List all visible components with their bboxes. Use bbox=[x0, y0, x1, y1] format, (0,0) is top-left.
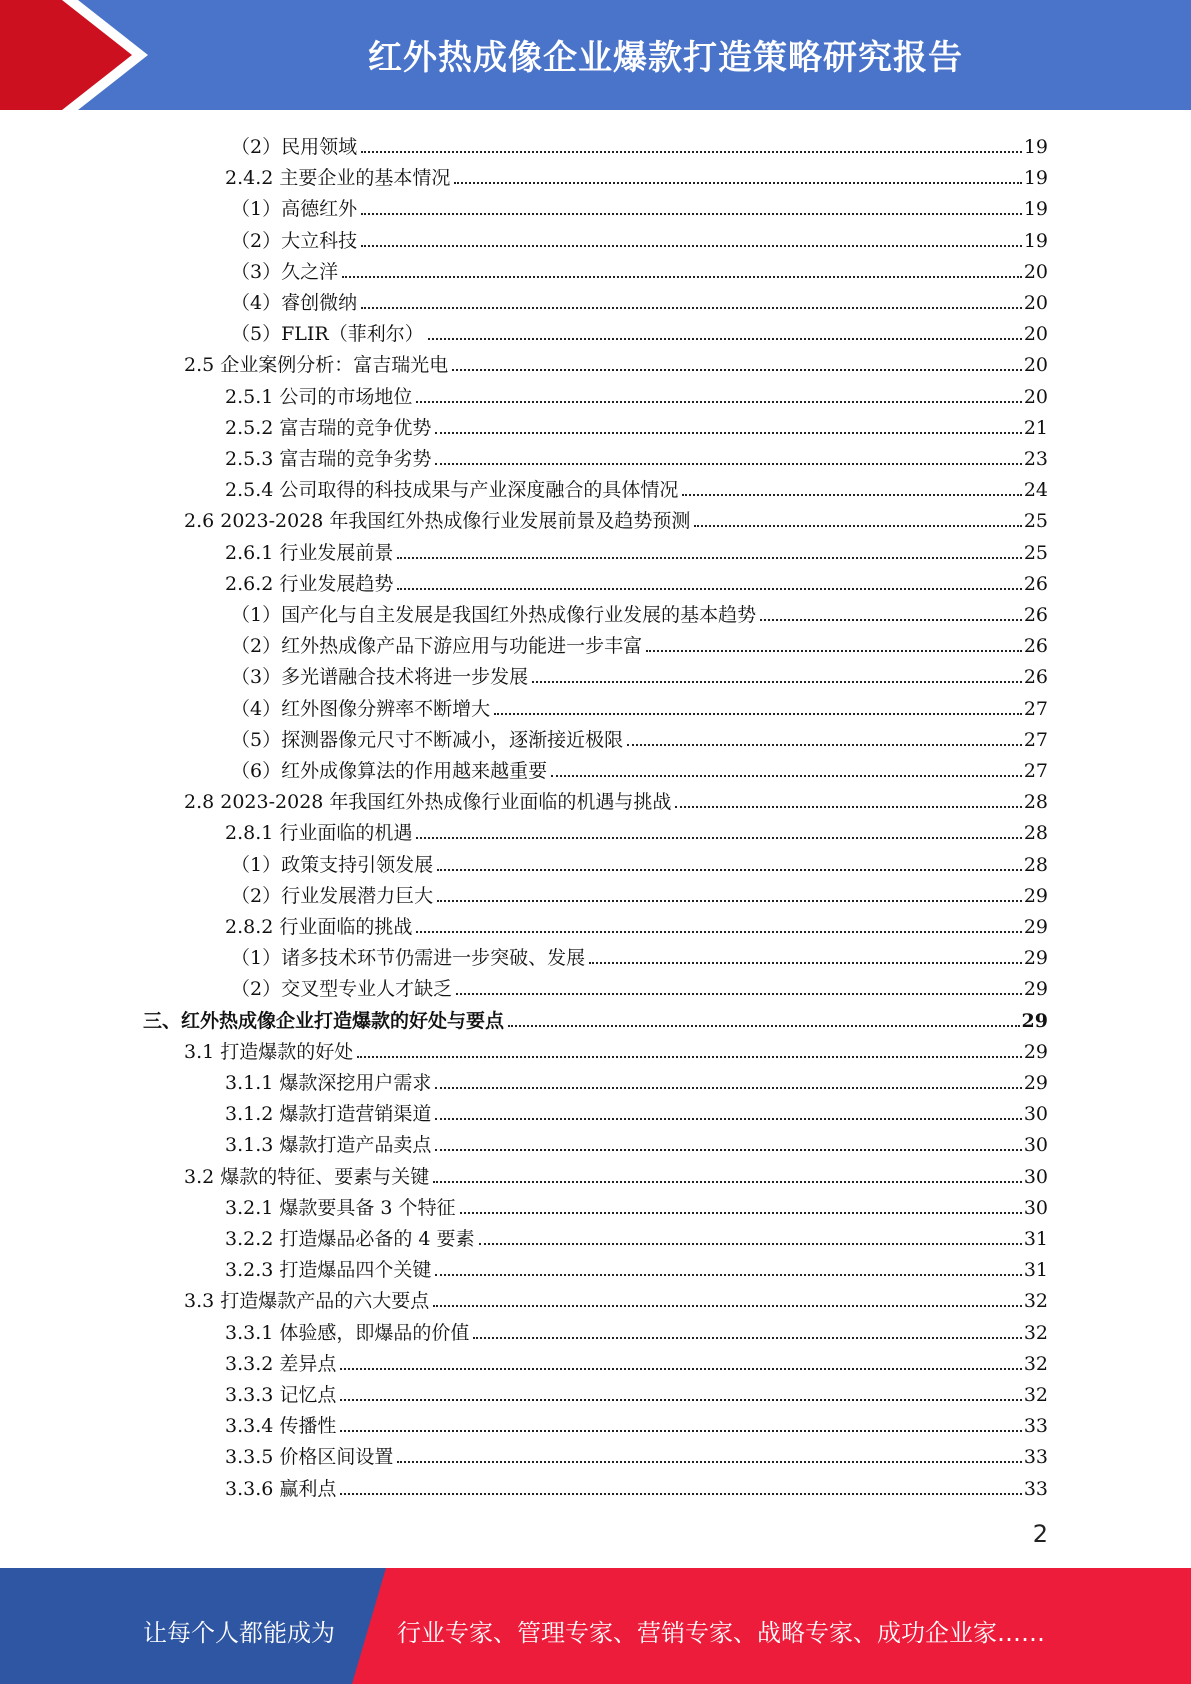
toc-dot-leader bbox=[532, 681, 1022, 683]
toc-entry-label: （1）国产化与自主发展是我国红外热成像行业发展的基本趋势 bbox=[231, 604, 757, 626]
toc-entry-label: 2.6.2 行业发展趋势 bbox=[225, 572, 394, 595]
toc-dot-leader bbox=[361, 213, 1022, 215]
toc-entry[interactable] bbox=[225, 1437, 1048, 1468]
toc-entry-page: 29 bbox=[1023, 978, 1048, 1001]
toc-entry[interactable] bbox=[225, 813, 1048, 844]
toc-entry[interactable] bbox=[231, 252, 1048, 283]
toc-entry-label: 3.3.1 体验感，即爆品的价值 bbox=[225, 1321, 470, 1344]
toc-entry-label: （2）红外热成像产品下游应用与功能进一步丰富 bbox=[231, 635, 643, 658]
toc-entry[interactable] bbox=[231, 751, 1048, 782]
toc-dot-leader bbox=[494, 713, 1022, 715]
toc-entry[interactable] bbox=[184, 345, 1048, 376]
toc-entry-page: 19 bbox=[1023, 136, 1048, 158]
toc-entry-page: 26 bbox=[1023, 635, 1048, 658]
toc-entry-page: 32 bbox=[1023, 1384, 1048, 1406]
toc-entry-page: 20 bbox=[1023, 385, 1048, 408]
toc-entry[interactable] bbox=[225, 1063, 1048, 1094]
toc-entry-page: 25 bbox=[1023, 541, 1048, 564]
toc-dot-leader bbox=[435, 1118, 1021, 1120]
toc-entry[interactable] bbox=[225, 1125, 1048, 1156]
toc-entry-label: 2.5.3 富吉瑞的竞争劣势 bbox=[225, 448, 432, 470]
toc-entry-page: 33 bbox=[1023, 1446, 1048, 1469]
toc-dot-leader bbox=[361, 151, 1022, 153]
toc-entry[interactable] bbox=[225, 1406, 1048, 1437]
toc-entry-label: （2）交叉型专业人才缺乏 bbox=[231, 978, 453, 1001]
toc-entry-page: 27 bbox=[1023, 760, 1048, 782]
toc-dot-leader bbox=[646, 650, 1022, 652]
toc-entry[interactable] bbox=[184, 782, 1048, 813]
toc-entry-label: （4）睿创微纳 bbox=[231, 292, 358, 314]
toc-entry-label: 2.8.1 行业面临的机遇 bbox=[225, 822, 413, 845]
toc-entry[interactable] bbox=[231, 189, 1048, 220]
toc-dot-leader bbox=[361, 245, 1022, 247]
toc-entry[interactable] bbox=[231, 876, 1048, 907]
toc-entry-page: 30 bbox=[1023, 1103, 1048, 1126]
toc-entry[interactable] bbox=[225, 408, 1048, 439]
toc-entry-label: 2.5.2 富吉瑞的竞争优势 bbox=[225, 416, 432, 439]
toc-dot-leader bbox=[342, 276, 1022, 278]
toc-dot-leader bbox=[340, 1430, 1021, 1432]
page-number: 2 bbox=[1032, 1520, 1048, 1548]
toc-dot-leader bbox=[435, 463, 1021, 465]
toc-dot-leader bbox=[433, 1181, 1022, 1183]
toc-entry-page: 31 bbox=[1023, 1228, 1048, 1250]
toc-entry-label: （2）大立科技 bbox=[231, 229, 358, 252]
toc-entry[interactable] bbox=[225, 470, 1048, 501]
toc-entry-page: 19 bbox=[1023, 229, 1048, 252]
toc-entry[interactable] bbox=[225, 907, 1048, 938]
toc-entry[interactable] bbox=[184, 1157, 1048, 1188]
toc-dot-leader bbox=[435, 1274, 1021, 1276]
toc-entry-label: 2.4.2 主要企业的基本情况 bbox=[225, 167, 451, 190]
toc-entry-page: 26 bbox=[1023, 572, 1048, 595]
toc-entry[interactable] bbox=[225, 533, 1048, 564]
toc-entry-label: （4）红外图像分辨率不断增大 bbox=[231, 697, 491, 720]
toc-entry-label: 3.2.1 爆款要具备 3 个特征 bbox=[225, 1196, 456, 1219]
footer-slogan-right: 行业专家、管理专家、营销专家、战略专家、成功企业家…… bbox=[397, 1619, 1045, 1647]
toc-entry-page: 30 bbox=[1023, 1196, 1048, 1219]
toc-entry-page: 32 bbox=[1023, 1352, 1048, 1375]
toc-dot-leader bbox=[428, 338, 1022, 340]
toc-entry-label: 3.3.5 价格区间设置 bbox=[225, 1446, 394, 1469]
toc-entry-label: （5）探测器像元尺寸不断减小，逐渐接近极限 bbox=[231, 728, 624, 751]
toc-entry-page: 28 bbox=[1023, 853, 1048, 876]
toc-entry-page: 30 bbox=[1023, 1134, 1048, 1157]
toc-entry-page: 29 bbox=[1023, 947, 1048, 970]
toc-entry-label: 三、红外热成像企业打造爆款的好处与要点 bbox=[143, 1009, 505, 1032]
toc-dot-leader bbox=[682, 494, 1021, 496]
toc-entry-page: 29 bbox=[1023, 1072, 1048, 1094]
toc-entry-label: 3.3.3 记忆点 bbox=[225, 1384, 337, 1406]
toc-entry-page: 26 bbox=[1023, 666, 1048, 689]
toc-dot-leader bbox=[361, 307, 1022, 309]
toc-entry-page: 28 bbox=[1023, 822, 1048, 845]
toc-entry-page: 20 bbox=[1023, 292, 1048, 314]
toc-dot-leader bbox=[437, 900, 1022, 902]
toc-entry-label: 3.1.2 爆款打造营销渠道 bbox=[225, 1103, 432, 1126]
toc-dot-leader bbox=[454, 182, 1021, 184]
toc-entry-label: 3.2.2 打造爆品必备的 4 要素 bbox=[225, 1228, 475, 1250]
toc-entry-label: 2.5.1 公司的市场地位 bbox=[225, 385, 413, 408]
toc-entry-label: （5）FLIR（菲利尔） bbox=[231, 323, 424, 346]
toc-dot-leader bbox=[340, 1399, 1021, 1401]
toc-entry[interactable] bbox=[231, 689, 1048, 720]
toc-entry-page: 20 bbox=[1023, 323, 1048, 346]
page-footer bbox=[0, 1568, 1191, 1684]
toc-dot-leader bbox=[433, 1305, 1022, 1307]
toc-entry-page: 33 bbox=[1023, 1477, 1048, 1500]
toc-entry-label: （1）政策支持引领发展 bbox=[231, 853, 434, 876]
toc-entry[interactable] bbox=[184, 1032, 1048, 1063]
toc-entry[interactable] bbox=[225, 1344, 1048, 1375]
toc-entry[interactable] bbox=[231, 221, 1048, 252]
toc-entry[interactable] bbox=[225, 1375, 1048, 1406]
toc-entry-label: （1）高德红外 bbox=[231, 198, 358, 221]
toc-entry-page: 19 bbox=[1023, 167, 1048, 190]
toc-entry-label: （3）久之洋 bbox=[231, 260, 339, 283]
toc-entry-page: 31 bbox=[1023, 1259, 1048, 1282]
toc-entry[interactable] bbox=[231, 283, 1048, 314]
toc-entry[interactable] bbox=[225, 1469, 1048, 1500]
toc-entry-label: （6）红外成像算法的作用越来越重要 bbox=[231, 760, 548, 782]
toc-entry[interactable] bbox=[231, 720, 1048, 751]
toc-entry-label: 2.6 2023-2028 年我国红外热成像行业发展前景及趋势预测 bbox=[184, 510, 691, 533]
toc-entry-label: 2.5.4 公司取得的科技成果与产业深度融合的具体情况 bbox=[225, 479, 679, 502]
toc-entry-label: 3.2.3 打造爆品四个关键 bbox=[225, 1259, 432, 1282]
toc-dot-leader bbox=[397, 1461, 1021, 1463]
toc-entry-label: （1）诸多技术环节仍需进一步突破、发展 bbox=[231, 947, 586, 970]
toc-entry-label: 3.3.4 传播性 bbox=[225, 1415, 337, 1438]
toc-entry-page: 27 bbox=[1023, 697, 1048, 720]
toc-entry-page: 29 bbox=[1023, 916, 1048, 938]
toc-entry-page: 33 bbox=[1023, 1415, 1048, 1438]
toc-entry-label: （2）行业发展潜力巨大 bbox=[231, 884, 434, 907]
toc-entry[interactable] bbox=[184, 1281, 1048, 1312]
toc-entry[interactable] bbox=[143, 1001, 1048, 1032]
toc-dot-leader bbox=[435, 1149, 1021, 1151]
toc-dot-leader bbox=[340, 1493, 1021, 1495]
toc-entry[interactable] bbox=[231, 657, 1048, 688]
toc-entry-page: 23 bbox=[1023, 448, 1048, 470]
toc-entry-page: 27 bbox=[1023, 728, 1048, 751]
toc-entry-page: 24 bbox=[1023, 479, 1048, 502]
toc-entry-label: （3）多光谱融合技术将进一步发展 bbox=[231, 666, 529, 689]
footer-slogan-left: 让每个人都能成为 bbox=[143, 1619, 335, 1647]
toc-dot-leader bbox=[589, 962, 1022, 964]
toc-entry[interactable] bbox=[225, 1313, 1048, 1344]
toc-entry[interactable] bbox=[231, 845, 1048, 876]
toc-entry[interactable] bbox=[184, 501, 1048, 532]
toc-dot-leader bbox=[397, 557, 1021, 559]
toc-entry-page: 20 bbox=[1023, 260, 1048, 283]
toc-entry[interactable] bbox=[231, 127, 1048, 158]
toc-entry[interactable] bbox=[225, 1219, 1048, 1250]
toc-dot-leader bbox=[452, 369, 1022, 371]
page-header bbox=[0, 0, 1191, 110]
toc-entry-label: 3.1 打造爆款的好处 bbox=[184, 1040, 354, 1063]
toc-dot-leader bbox=[416, 837, 1021, 839]
toc-entry-page: 25 bbox=[1023, 510, 1048, 533]
toc-dot-leader bbox=[416, 401, 1021, 403]
report-title: 红外热成像企业爆款打造策略研究报告 bbox=[368, 38, 963, 78]
toc-entry[interactable] bbox=[225, 564, 1048, 595]
toc-entry-label: 3.3.2 差异点 bbox=[225, 1352, 337, 1375]
toc-entry[interactable] bbox=[225, 1250, 1048, 1281]
toc-dot-leader bbox=[435, 1087, 1021, 1089]
toc-dot-leader bbox=[437, 869, 1022, 871]
toc-dot-leader bbox=[694, 525, 1021, 527]
toc-entry-label: 3.2 爆款的特征、要素与关键 bbox=[184, 1165, 430, 1188]
toc-entry-label: 3.3 打造爆款产品的六大要点 bbox=[184, 1290, 430, 1313]
toc-dot-leader bbox=[456, 993, 1022, 995]
toc-dot-leader bbox=[508, 1025, 1020, 1027]
toc-dot-leader bbox=[340, 1368, 1021, 1370]
toc-entry-label: 2.8 2023-2028 年我国红外热成像行业面临的机遇与挑战 bbox=[184, 791, 672, 814]
toc-entry-page: 20 bbox=[1023, 354, 1048, 377]
toc-dot-leader bbox=[357, 1056, 1022, 1058]
toc-entry-label: 3.3.6 赢利点 bbox=[225, 1477, 337, 1500]
toc-entry-page: 32 bbox=[1023, 1321, 1048, 1344]
toc-entry-label: 3.1.1 爆款深挖用户需求 bbox=[225, 1072, 432, 1094]
toc-dot-leader bbox=[397, 588, 1021, 590]
toc-entry-page: 21 bbox=[1023, 416, 1048, 439]
toc-entry-label: （2）民用领域 bbox=[231, 136, 358, 158]
toc-entry-page: 19 bbox=[1023, 198, 1048, 221]
toc-entry-page: 28 bbox=[1023, 791, 1048, 814]
toc-entry-page: 32 bbox=[1023, 1290, 1048, 1313]
toc-dot-leader bbox=[435, 432, 1021, 434]
toc-entry-page: 30 bbox=[1023, 1165, 1048, 1188]
toc-dot-leader bbox=[551, 775, 1022, 777]
toc-entry-label: 2.5 企业案例分析：富吉瑞光电 bbox=[184, 354, 449, 377]
toc-entry[interactable] bbox=[225, 1094, 1048, 1125]
toc-entry[interactable] bbox=[231, 595, 1048, 626]
toc-dot-leader bbox=[460, 1212, 1022, 1214]
toc-dot-leader bbox=[416, 931, 1021, 933]
toc-entry[interactable] bbox=[231, 938, 1048, 969]
toc-dot-leader bbox=[675, 806, 1021, 808]
toc-entry[interactable] bbox=[231, 626, 1048, 657]
toc-entry-label: 3.1.3 爆款打造产品卖点 bbox=[225, 1134, 432, 1157]
toc-entry-page: 29 bbox=[1023, 1040, 1048, 1063]
toc-entry[interactable] bbox=[225, 377, 1048, 408]
toc-entry-page: 29 bbox=[1023, 884, 1048, 907]
toc-dot-leader bbox=[627, 744, 1022, 746]
toc-entry-page: 29 bbox=[1021, 1009, 1048, 1032]
toc-entry[interactable] bbox=[231, 969, 1048, 1000]
toc-dot-leader bbox=[479, 1243, 1022, 1245]
toc-dot-leader bbox=[760, 619, 1022, 621]
toc-entry[interactable] bbox=[225, 158, 1048, 189]
toc-entry[interactable] bbox=[231, 314, 1048, 345]
toc-dot-leader bbox=[473, 1337, 1021, 1339]
toc-entry-label: 2.8.2 行业面临的挑战 bbox=[225, 916, 413, 938]
toc-entry[interactable] bbox=[225, 439, 1048, 470]
toc-entry[interactable] bbox=[225, 1188, 1048, 1219]
toc-entry-page: 26 bbox=[1023, 604, 1048, 626]
toc-entry-label: 2.6.1 行业发展前景 bbox=[225, 541, 394, 564]
